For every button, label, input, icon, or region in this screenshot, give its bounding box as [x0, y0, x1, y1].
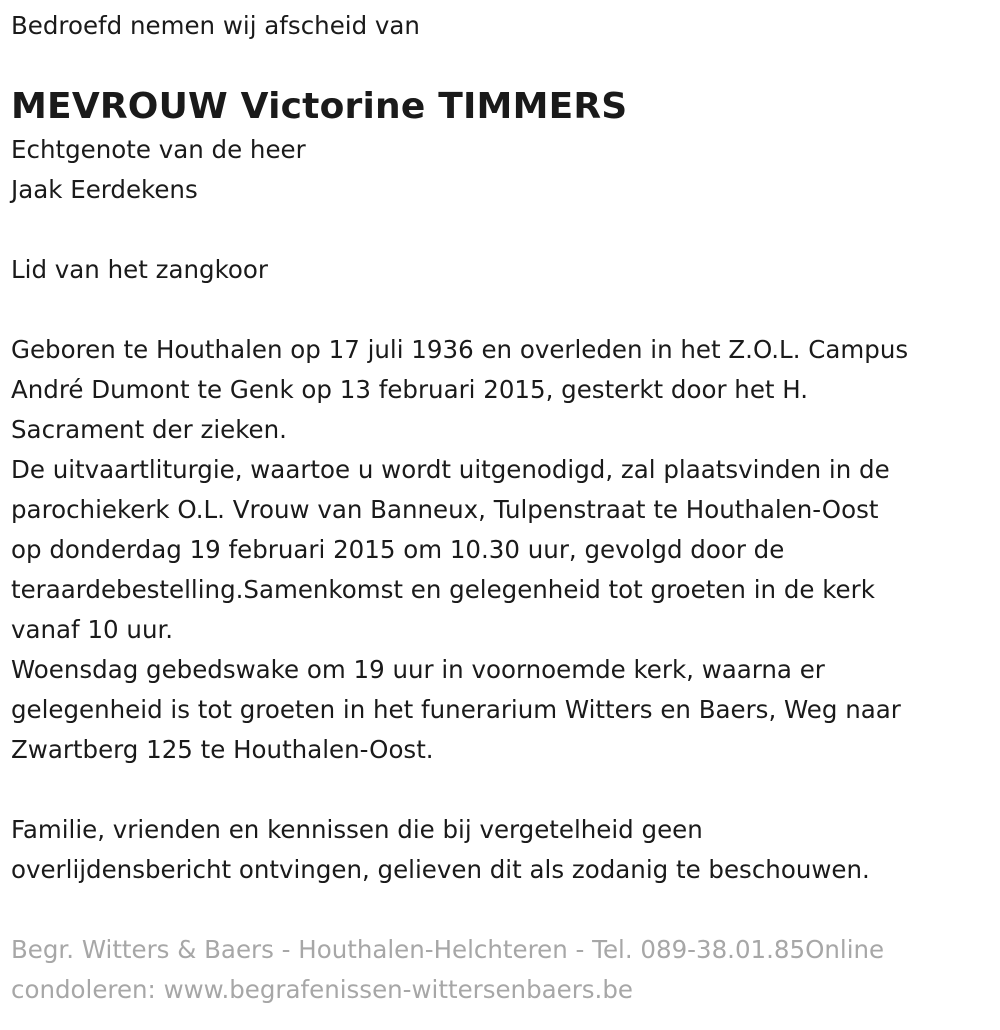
family-note-line-2: overlijdensbericht ontvingen, gelieven dit als zodanig te beschouwen. — [11, 855, 870, 884]
death-notice — [11, 6, 991, 1010]
funeral-line-1: De uitvaartliturgie, waartoe u wordt uitgenodigd, zal plaatsvinden in de — [11, 455, 890, 484]
birth-death-line-3: Sacrament der zieken. — [11, 415, 287, 444]
deceased-name: MEVROUW Victorine TIMMERS — [11, 86, 628, 127]
spacer — [11, 770, 991, 810]
spouse-line-1: Echtgenote van de heer — [11, 135, 306, 164]
spouse-line-2: Jaak Eerdekens — [11, 175, 198, 204]
funeral-line-2: parochiekerk O.L. Vrouw van Banneux, Tulpenstraat te Houthalen-Oost — [11, 495, 879, 524]
funeral-line-3: op donderdag 19 februari 2015 om 10.30 uur, gevolgd door de — [11, 535, 785, 564]
spacer — [11, 290, 991, 330]
birth-death-line-2: André Dumont te Genk op 13 februari 2015, gesterkt door het H. — [11, 375, 809, 404]
intro-text: Bedroefd nemen wij afscheid van — [11, 11, 420, 40]
membership-text: Lid van het zangkoor — [11, 255, 268, 284]
wake-line-1: Woensdag gebedswake om 19 uur in voornoemde kerk, waarna er — [11, 655, 825, 684]
wake-line-3: Zwartberg 125 te Houthalen-Oost. — [11, 735, 434, 764]
footer-line-1: Begr. Witters & Baers - Houthalen-Helchteren - Tel. 089-38.01.85Online — [11, 935, 885, 964]
spacer — [11, 210, 991, 250]
footer-line-2: condoleren: www.begrafenissen-wittersenbaers.be — [11, 975, 633, 1004]
spacer — [11, 890, 991, 930]
birth-death-line-1: Geboren te Houthalen op 17 juli 1936 en overleden in het Z.O.L. Campus — [11, 335, 909, 364]
funeral-line-5: vanaf 10 uur. — [11, 615, 174, 644]
wake-line-2: gelegenheid is tot groeten in het funerarium Witters en Baers, Weg naar — [11, 695, 901, 724]
funeral-line-4: teraardebestelling.Samenkomst en gelegenheid tot groeten in de kerk — [11, 575, 875, 604]
family-note-line-1: Familie, vrienden en kennissen die bij vergetelheid geen — [11, 815, 703, 844]
